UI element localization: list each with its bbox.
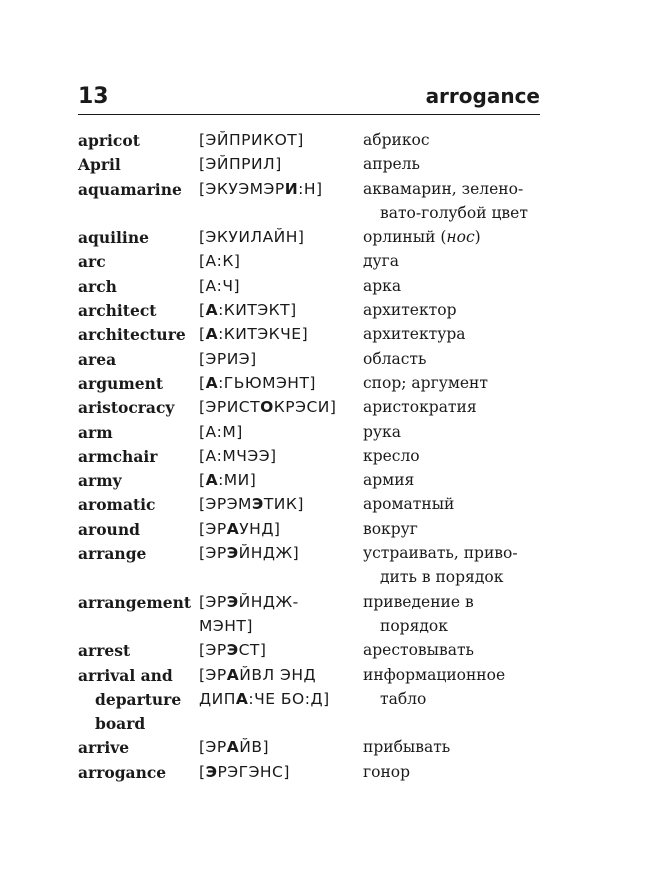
entry-line: [78, 204, 548, 228]
headword: armchair: [78, 446, 158, 466]
entry-line: [78, 593, 548, 617]
dictionary-entry: [78, 738, 548, 762]
dictionary-entries: [78, 131, 548, 787]
entry-line: [78, 471, 548, 495]
headword: arrange: [78, 544, 147, 564]
translation: прибывать: [363, 738, 451, 757]
dictionary-entry: [78, 374, 548, 398]
pronunciation: [ЭКУЭМЭРИ:Н]: [199, 179, 323, 198]
entry-line: [78, 180, 548, 204]
entry-line: [78, 544, 548, 568]
pronunciation: [ЭРЭГЭНС]: [199, 762, 290, 781]
dictionary-entry: [78, 495, 548, 519]
headword: arrival and: [78, 665, 173, 685]
headword: apricot: [78, 131, 140, 150]
translation: вокруг: [363, 519, 418, 538]
entry-line: [78, 398, 548, 422]
pronunciation: МЭНТ]: [199, 616, 253, 635]
pronunciation: [ЭЙПРИКОТ]: [199, 131, 304, 149]
header-rule: [78, 114, 540, 115]
pronunciation: [ЭРАЙВ]: [199, 738, 269, 757]
page-header: [78, 84, 540, 114]
dictionary-entry: [78, 180, 548, 229]
entry-line: [78, 666, 548, 690]
translation: рука: [363, 422, 401, 441]
pronunciation: [А:КИТЭКТ]: [199, 301, 297, 320]
pronunciation: [А:М]: [199, 422, 243, 441]
pronunciation: [ЭРИСТОКРЭСИ]: [199, 398, 337, 417]
translation: арка: [363, 276, 402, 295]
translation: аквамарин, зелено-: [363, 179, 524, 198]
translation: порядок: [380, 616, 448, 635]
translation: аристократия: [363, 398, 477, 417]
entry-line: [78, 350, 548, 374]
dictionary-entry: [78, 447, 548, 471]
pronunciation: [А:КИТЭКЧЕ]: [199, 325, 309, 344]
translation: абрикос: [363, 131, 430, 149]
translation: армия: [363, 471, 415, 490]
headword: board: [95, 714, 146, 734]
pronunciation: [А:К]: [199, 252, 241, 271]
entry-line: [78, 617, 548, 641]
dictionary-entry: [78, 350, 548, 374]
pronunciation: [А:МИ]: [199, 471, 257, 490]
dictionary-entry: [78, 666, 548, 739]
headword: April: [78, 155, 121, 175]
headword: departure: [95, 689, 182, 709]
entry-line: [78, 277, 548, 301]
headword: aquiline: [78, 228, 149, 248]
dictionary-entry: [78, 398, 548, 422]
pronunciation: [ЭКУИЛАЙН]: [199, 228, 305, 247]
pronunciation: [ЭРИЭ]: [199, 349, 257, 368]
headword: arc: [78, 252, 106, 272]
headword: area: [78, 349, 117, 369]
pronunciation: [ЭРАЙВЛ ЭНД: [199, 665, 317, 684]
translation: область: [363, 349, 427, 368]
entry-line: [78, 301, 548, 325]
headword: around: [78, 519, 140, 539]
dictionary-entry: [78, 593, 548, 642]
translation: гонор: [363, 762, 411, 781]
running-head: arrogance: [425, 84, 540, 108]
translation: ароматный: [363, 495, 455, 514]
pronunciation: [ЭРЭЙНДЖ-: [199, 592, 299, 611]
headword: arm: [78, 422, 113, 442]
entry-line: [78, 374, 548, 398]
headword: arrangement: [78, 592, 192, 612]
dictionary-entry: [78, 544, 548, 593]
dictionary-entry: [78, 471, 548, 495]
entry-line: [78, 252, 548, 276]
translation: информационное: [363, 665, 506, 684]
entry-line: [78, 520, 548, 544]
headword: aristocracy: [78, 398, 175, 418]
translation: апрель: [363, 155, 420, 174]
dictionary-entry: [78, 277, 548, 301]
headword: arrest: [78, 641, 131, 661]
translation: архитектор: [363, 301, 457, 320]
translation: вато-голубой цвет: [380, 203, 528, 222]
pronunciation: [ЭРЭМЭТИК]: [199, 495, 304, 514]
pronunciation: [А:ГЬЮМЭНТ]: [199, 373, 316, 392]
entry-line: [78, 131, 548, 155]
entry-line: [78, 568, 548, 592]
entry-line: [78, 423, 548, 447]
entry-line: [78, 447, 548, 471]
entry-line: [78, 738, 548, 762]
translation: спор; аргумент: [363, 373, 488, 392]
dictionary-entry: [78, 763, 548, 787]
entry-line: [78, 690, 548, 714]
dictionary-entry: [78, 641, 548, 665]
headword: arch: [78, 276, 117, 296]
headword: architecture: [78, 325, 186, 345]
translation: архитектура: [363, 325, 466, 344]
translation: арестовывать: [363, 641, 474, 660]
entry-line: [78, 155, 548, 179]
pronunciation: [ЭРЭЙНДЖ]: [199, 544, 300, 563]
entry-line: [78, 714, 548, 738]
dictionary-entry: [78, 155, 548, 179]
pronunciation: ДИПА:ЧЕ БО:Д]: [199, 689, 330, 708]
entry-line: [78, 325, 548, 349]
pronunciation: [ЭРЭСТ]: [199, 641, 267, 660]
translation: приведение в: [363, 592, 474, 611]
page-number: 13: [78, 84, 109, 109]
dictionary-entry: [78, 325, 548, 349]
entry-line: [78, 495, 548, 519]
entry-line: [78, 641, 548, 665]
dictionary-entry: [78, 520, 548, 544]
translation: табло: [380, 689, 427, 708]
translation: дуга: [363, 252, 400, 271]
headword: argument: [78, 373, 164, 393]
dictionary-entry: [78, 423, 548, 447]
entry-line: [78, 763, 548, 787]
entry-line: [78, 228, 548, 252]
headword: aquamarine: [78, 179, 182, 199]
dictionary-entry: [78, 301, 548, 325]
translation: дить в порядок: [380, 568, 504, 587]
pronunciation: [ЭРАУНД]: [199, 519, 281, 538]
dictionary-entry: [78, 131, 548, 155]
dictionary-entry: [78, 228, 548, 252]
headword: aromatic: [78, 495, 156, 515]
pronunciation: [ЭЙПРИЛ]: [199, 155, 282, 174]
headword: arrive: [78, 738, 130, 758]
headword: arrogance: [78, 762, 167, 782]
pronunciation: [А:Ч]: [199, 276, 241, 295]
headword: architect: [78, 301, 157, 321]
pronunciation: [А:МЧЭЭ]: [199, 446, 277, 465]
translation: орлиный (нос): [363, 228, 481, 247]
translation: устраивать, приво-: [363, 544, 518, 563]
translation: кресло: [363, 446, 420, 465]
dictionary-entry: [78, 252, 548, 276]
headword: army: [78, 471, 122, 491]
